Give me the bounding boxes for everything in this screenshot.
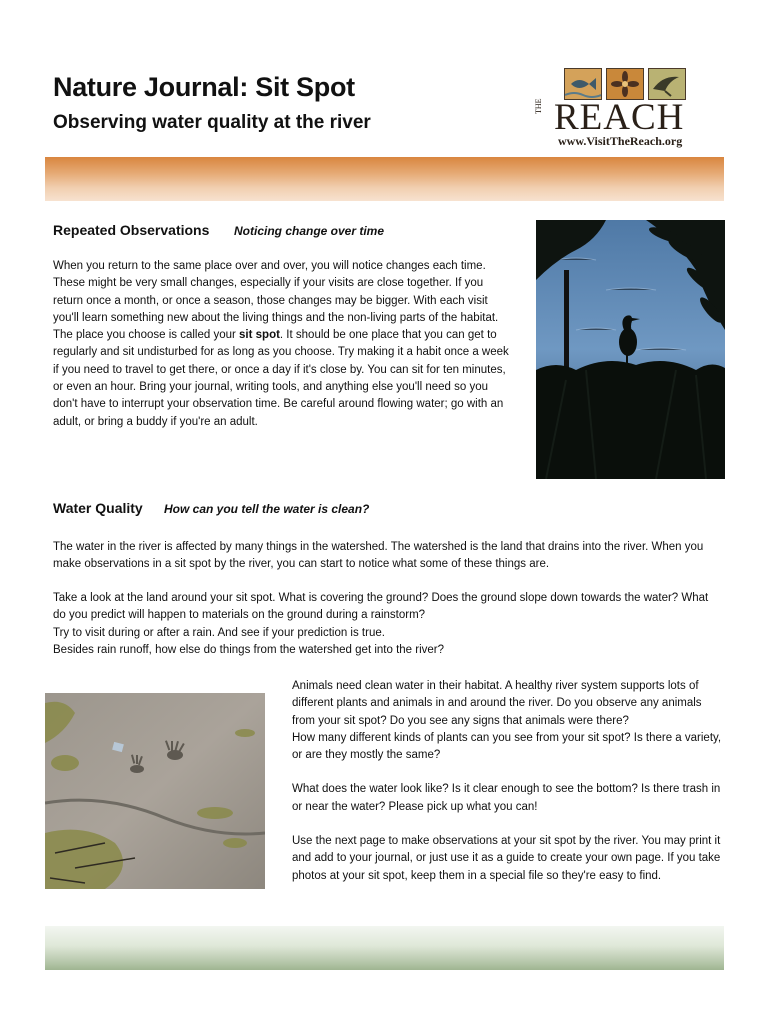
paragraph: Use the next page to make observations at your sit spot by the river. You may print it and add to your journal, or just use it as a guide to create your own page. If you take photos at your sit spot, keep them in a special file so they're easy to find. bbox=[292, 835, 721, 882]
paragraph: What does the water look like? Is it clear enough to see the bottom? Is there trash in or near the water? Please pick up what you can! bbox=[292, 783, 721, 813]
reach-logo bbox=[534, 62, 714, 150]
page-title: Nature Journal: Sit Spot bbox=[53, 72, 355, 102]
logo-name: REACH bbox=[554, 97, 685, 138]
logo-url[interactable]: www.VisitTheReach.org bbox=[558, 134, 683, 148]
paragraph: Animals need clean water in their habitat. A healthy river system supports lots of different plants and animals in and around the river. Do you observe any animals from your sit spot? Do you see any signs that animals were there? bbox=[292, 680, 702, 727]
text-span: . It should be one place that you can get to regularly and sit undisturbed for as long as you choose. Try making it a habit once a week if you need to travel to get there, or once a day if it's close by. You can sit for ten minutes, or even an hour. Bring your journal, writing tools, and anything else you'll need so you don't have to interrupt your observation time. Be careful around flowing water; go with an adult, or bring a buddy if you're an adult. bbox=[53, 329, 509, 428]
watershed-paragraph: The water in the river is affected by many things in the watershed. The watershed is the land that drains into the river. When you make observations in a sit spot by the river, you can start to notice what some of these things are. bbox=[53, 541, 704, 571]
text-span: The place you choose is called your bbox=[53, 329, 240, 342]
paragraph: When you return to the same place over and over, you will notice changes each time. These might be very small changes, especially if your visits are close together. If you return once a month, or once a season, those changes may be bigger. With each visit you'll learn something new about the living things and the non-living parts of the habitat. bbox=[53, 260, 499, 324]
paragraph: Besides rain runoff, how else do things from the watershed get into the river? bbox=[53, 643, 445, 656]
paragraph: How many different kinds of plants can you see from your sit spot? Is there a variety, or are they mostly the same? bbox=[292, 731, 722, 762]
page-subtitle: Observing water quality at the river bbox=[53, 112, 371, 133]
land-observation-text bbox=[53, 590, 718, 659]
section-subheading-noticing-change: Noticing change over time bbox=[234, 224, 385, 238]
section-subheading-clean-water: How can you tell the water is clean? bbox=[164, 502, 370, 516]
top-band bbox=[45, 157, 724, 201]
paragraph: Take a look at the land around your sit spot. What is covering the ground? Does the ground slope down towards the water? What do you predict will happen to materials on the ground during a rainstorm? bbox=[53, 592, 709, 622]
repeated-observations-text bbox=[53, 258, 511, 431]
section-heading-water-quality: Water Quality bbox=[53, 500, 143, 516]
heron-photo bbox=[536, 220, 725, 479]
paragraph bbox=[53, 327, 511, 431]
bottom-band bbox=[45, 926, 724, 970]
paragraph: Try to visit during or after a rain. And see if your prediction is true. bbox=[53, 626, 385, 639]
animal-tracks-photo bbox=[45, 693, 265, 889]
sit-spot-term: sit spot bbox=[239, 329, 280, 342]
section-heading-repeated-observations: Repeated Observations bbox=[53, 222, 210, 238]
animals-plants-water-text bbox=[292, 678, 722, 885]
logo-the-text: THE bbox=[534, 98, 543, 114]
